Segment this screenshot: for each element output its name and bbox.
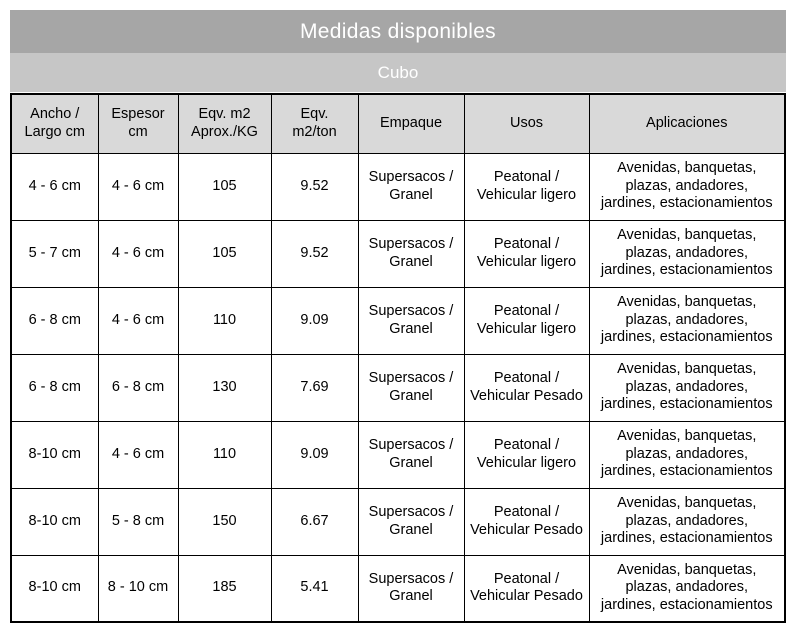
- cell-line: plazas, andadores,: [625, 244, 749, 261]
- cell-ancho-largo: 6 - 8 cm: [11, 287, 98, 354]
- table-row: [11, 287, 785, 354]
- table-body: [11, 153, 785, 622]
- header-line: Aplicaciones: [646, 114, 728, 131]
- cell-ancho-largo: 8-10 cm: [11, 555, 98, 622]
- table-row: [11, 153, 785, 220]
- column-header-empaque: [358, 94, 464, 153]
- cell-line: Vehicular ligero: [476, 186, 577, 203]
- cell-line: plazas, andadores,: [625, 311, 749, 328]
- header-line: Empaque: [379, 114, 443, 131]
- cell-line: Avenidas, banquetas,: [617, 494, 757, 511]
- cell-eqv-m2-kg: 105: [178, 220, 271, 287]
- header-line: Ancho /: [30, 106, 80, 123]
- cell-line: plazas, andadores,: [625, 378, 749, 395]
- cell-line: jardines, estacionamientos: [600, 396, 773, 413]
- header-line: m2/ton: [292, 123, 337, 140]
- cell-line: Vehicular Pesado: [470, 387, 583, 404]
- table-row: [11, 220, 785, 287]
- cell-line: Avenidas, banquetas,: [617, 360, 757, 377]
- header-line: Eqv. m2: [198, 106, 251, 123]
- product-name: Cubo: [377, 63, 419, 82]
- cell-eqv-m2-ton: 9.52: [271, 220, 358, 287]
- cell-line: plazas, andadores,: [625, 445, 749, 462]
- cell-aplicaciones: [589, 153, 785, 220]
- cell-line: Peatonal /: [493, 503, 560, 520]
- cell-ancho-largo: 8-10 cm: [11, 488, 98, 555]
- cell-line: Granel: [389, 320, 433, 337]
- cell-line: Supersacos /: [368, 168, 454, 185]
- cell-line: Supersacos /: [368, 302, 454, 319]
- cell-espesor: 5 - 8 cm: [98, 488, 178, 555]
- cell-line: plazas, andadores,: [625, 579, 749, 596]
- cell-line: Granel: [389, 521, 433, 538]
- header-line: Espesor: [111, 106, 165, 123]
- cell-espesor: 4 - 6 cm: [98, 287, 178, 354]
- cell-line: jardines, estacionamientos: [600, 329, 773, 346]
- cell-line: Granel: [389, 588, 433, 605]
- cell-espesor: 4 - 6 cm: [98, 153, 178, 220]
- cell-line: Supersacos /: [368, 436, 454, 453]
- cell-ancho-largo: 5 - 7 cm: [11, 220, 98, 287]
- measurements-table: [10, 93, 786, 623]
- cell-line: Peatonal /: [493, 570, 560, 587]
- cell-line: Avenidas, banquetas,: [617, 226, 757, 243]
- cell-eqv-m2-ton: 9.09: [271, 287, 358, 354]
- table-row: [11, 488, 785, 555]
- cell-line: Granel: [389, 186, 433, 203]
- header-line: cm: [128, 123, 148, 140]
- cell-usos: [464, 488, 589, 555]
- cell-line: Vehicular Pesado: [470, 588, 583, 605]
- cell-espesor: 4 - 6 cm: [98, 220, 178, 287]
- measurements-table-container: [10, 93, 784, 623]
- cell-aplicaciones: [589, 354, 785, 421]
- table-row: [11, 354, 785, 421]
- cell-empaque: [358, 555, 464, 622]
- cell-line: Peatonal /: [493, 302, 560, 319]
- cell-line: Peatonal /: [493, 235, 560, 252]
- cell-line: Peatonal /: [493, 369, 560, 386]
- table-row: [11, 555, 785, 622]
- cell-eqv-m2-ton: 5.41: [271, 555, 358, 622]
- cell-eqv-m2-ton: 9.09: [271, 421, 358, 488]
- cell-line: plazas, andadores,: [625, 512, 749, 529]
- header-line: Largo cm: [24, 123, 85, 140]
- banner-subtitle-bar: [10, 53, 786, 92]
- cell-eqv-m2-kg: 105: [178, 153, 271, 220]
- header-line: Aprox./KG: [191, 123, 258, 140]
- column-header-eqv-m2-kg: [178, 94, 271, 153]
- cell-empaque: [358, 153, 464, 220]
- cell-empaque: [358, 488, 464, 555]
- cell-line: jardines, estacionamientos: [600, 463, 773, 480]
- header-line: Usos: [509, 114, 544, 131]
- cell-empaque: [358, 287, 464, 354]
- cell-empaque: [358, 354, 464, 421]
- cell-line: Vehicular ligero: [476, 253, 577, 270]
- column-header-aplicaciones: [589, 94, 785, 153]
- page-title: Medidas disponibles: [300, 20, 496, 43]
- cell-aplicaciones: [589, 555, 785, 622]
- cell-empaque: [358, 421, 464, 488]
- cell-line: jardines, estacionamientos: [600, 195, 773, 212]
- cell-line: Supersacos /: [368, 503, 454, 520]
- cell-espesor: 6 - 8 cm: [98, 354, 178, 421]
- cell-line: Granel: [389, 454, 433, 471]
- table-header: [11, 94, 785, 153]
- cell-line: Granel: [389, 387, 433, 404]
- cell-eqv-m2-kg: 130: [178, 354, 271, 421]
- cell-line: Granel: [389, 253, 433, 270]
- cell-ancho-largo: 8-10 cm: [11, 421, 98, 488]
- cell-line: Supersacos /: [368, 235, 454, 252]
- cell-line: Vehicular ligero: [476, 320, 577, 337]
- cell-aplicaciones: [589, 488, 785, 555]
- cell-line: jardines, estacionamientos: [600, 530, 773, 547]
- cell-line: Avenidas, banquetas,: [617, 561, 757, 578]
- cell-line: Peatonal /: [493, 436, 560, 453]
- cell-usos: [464, 287, 589, 354]
- cell-eqv-m2-ton: 6.67: [271, 488, 358, 555]
- cell-usos: [464, 421, 589, 488]
- table-header-row: [11, 94, 785, 153]
- cell-line: Avenidas, banquetas,: [617, 293, 757, 310]
- cell-espesor: 4 - 6 cm: [98, 421, 178, 488]
- cell-eqv-m2-kg: 185: [178, 555, 271, 622]
- cell-line: plazas, andadores,: [625, 177, 749, 194]
- cell-usos: [464, 555, 589, 622]
- cell-aplicaciones: [589, 421, 785, 488]
- cell-aplicaciones: [589, 220, 785, 287]
- cell-ancho-largo: 6 - 8 cm: [11, 354, 98, 421]
- column-header-ancho-largo: [11, 94, 98, 153]
- cell-line: Vehicular ligero: [476, 454, 577, 471]
- cell-line: jardines, estacionamientos: [600, 597, 773, 614]
- table-row: [11, 421, 785, 488]
- cell-aplicaciones: [589, 287, 785, 354]
- cell-eqv-m2-ton: 7.69: [271, 354, 358, 421]
- header-line: Eqv.: [300, 106, 329, 123]
- cell-usos: [464, 153, 589, 220]
- cell-eqv-m2-ton: 9.52: [271, 153, 358, 220]
- cell-espesor: 8 - 10 cm: [98, 555, 178, 622]
- column-header-eqv-m2-ton: [271, 94, 358, 153]
- cell-eqv-m2-kg: 110: [178, 421, 271, 488]
- cell-line: jardines, estacionamientos: [600, 262, 773, 279]
- cell-line: Vehicular Pesado: [470, 521, 583, 538]
- cell-line: Peatonal /: [493, 168, 560, 185]
- cell-usos: [464, 220, 589, 287]
- cell-line: Supersacos /: [368, 570, 454, 587]
- cell-line: Supersacos /: [368, 369, 454, 386]
- cell-eqv-m2-kg: 110: [178, 287, 271, 354]
- cell-usos: [464, 354, 589, 421]
- cell-eqv-m2-kg: 150: [178, 488, 271, 555]
- cell-line: Avenidas, banquetas,: [617, 427, 757, 444]
- cell-line: Avenidas, banquetas,: [617, 159, 757, 176]
- banner-title-bar: [10, 10, 786, 53]
- cell-ancho-largo: 4 - 6 cm: [11, 153, 98, 220]
- column-header-usos: [464, 94, 589, 153]
- column-header-espesor: [98, 94, 178, 153]
- cell-empaque: [358, 220, 464, 287]
